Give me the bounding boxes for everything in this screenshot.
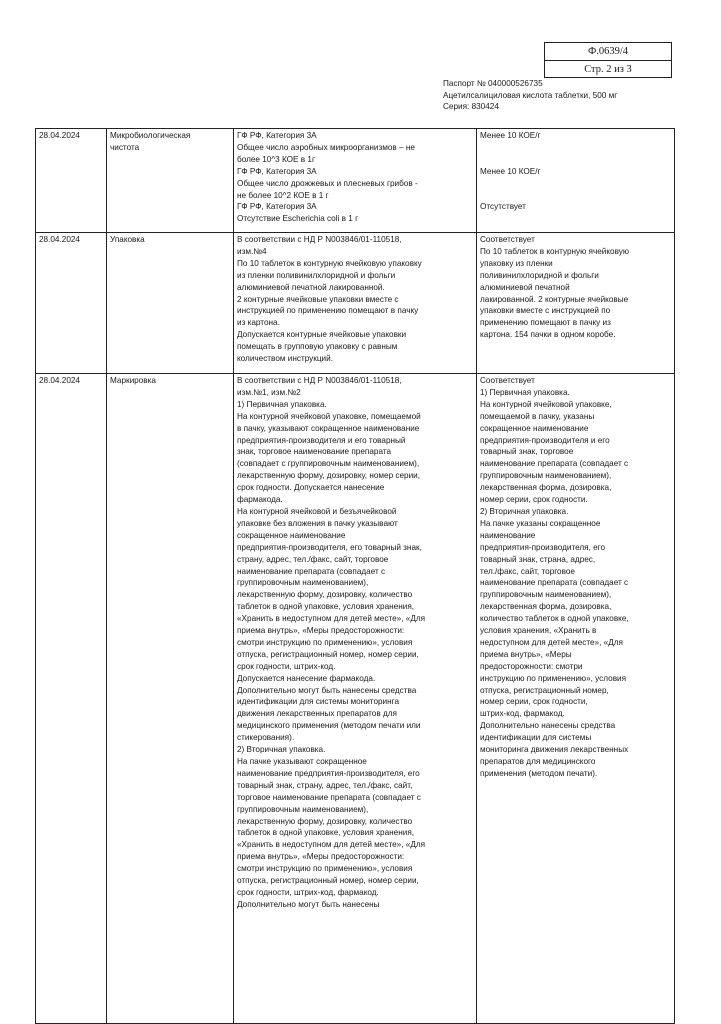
text-line: ГФ РФ, Категория 3А — [237, 166, 317, 176]
text-line: более 10^3 КОЕ в 1г — [237, 154, 315, 164]
text-line: срок годности, штрих-код. — [237, 661, 336, 671]
text-line: срок годности, штрих-код, фармакод. — [237, 887, 379, 897]
text-line: наименование препарата (совпадает с — [237, 566, 386, 576]
form-number-box — [544, 42, 672, 78]
text-line: наименование предприятия-производителя, его — [237, 768, 420, 778]
text-line: Допускается контурные ячейковые упаковки — [237, 330, 407, 340]
text-line: знак, торговое наименование препарата — [237, 447, 392, 457]
text-line: фармакода. — [237, 495, 283, 505]
text-line: лакированной. 2 контурные ячейковые — [480, 294, 629, 304]
text-line: лекарственную форму, дозировку, количество — [237, 590, 413, 600]
text-line: лекарственную форму, дозировку, количество — [237, 816, 413, 826]
text-line: номер серии, срок годности, — [480, 697, 588, 707]
text-line: предприятия-производителя и его — [480, 435, 610, 445]
text-line: изм.№4 — [237, 246, 267, 256]
text-line: 1) Первичная упаковка. — [237, 399, 327, 409]
text-line: группировочным наименованием), — [480, 471, 612, 481]
text-line: движения лекарственных препаратов для — [237, 709, 397, 719]
text-line: приема внутрь», «Меры предосторожности: — [237, 852, 405, 862]
page-number: Стр. 2 из 3 — [584, 64, 632, 75]
text-line: Общее число аэробных микроорганизмов – не — [237, 142, 415, 152]
text-line: Допускается нанесение фармакода. — [237, 673, 376, 683]
text-line: лекарственную форму, дозировку, номер серии, — [237, 471, 421, 481]
text-line: алюминиевой печатной — [480, 282, 570, 292]
text-line: не более 10^2 КОЕ в 1 г — [237, 190, 329, 200]
text-line: из пленки поливинилхлоридной и фольги — [237, 270, 396, 280]
text-line: отпуска, регистрационный номер, номер серии, — [237, 876, 419, 886]
date-cell: 28.04.2024 — [36, 374, 107, 1024]
text-line: ГФ РФ, Категория 3А — [237, 202, 317, 212]
text-line: идентификации для системы мониторинга — [237, 697, 400, 707]
text-line: отпуска, регистрационный номер, — [480, 685, 609, 695]
requirement-cell — [234, 233, 477, 374]
text-line: номер серии, срок годности. — [480, 495, 588, 505]
text-line: товарный знак, страну, адрес, тел./факс, сайт, — [237, 780, 413, 790]
table-row — [36, 129, 675, 233]
text-line: 1) Первичная упаковка. — [480, 387, 570, 397]
text-line: Дополнительно нанесены средства — [480, 721, 616, 731]
text-line: в пачку, указывают сокращенное наименование — [237, 423, 420, 433]
text-line: товарный знак, торговое — [480, 447, 574, 457]
text-line: Отсутствует — [480, 202, 526, 212]
text-line: штрих-код, фармакод. — [480, 709, 565, 719]
text-line: предприятия-производителя, его товарный знак, — [237, 542, 422, 552]
text-line: упаковке без вложения в пачку указывают — [237, 518, 398, 528]
text-line: приема внутрь», «Меры — [480, 649, 572, 659]
text-line: По 10 таблеток в контурную ячейковую упаковку — [237, 258, 422, 268]
text-line: группировочным наименованием), — [480, 590, 612, 600]
text-line: препаратов для медицинского — [480, 757, 596, 766]
text-line: упаковки вместе с инструкцией по — [480, 306, 611, 316]
product-name: Ацетилсалициловая кислота таблетки, 500 мг — [443, 90, 618, 100]
text-line: На контурной ячейковой упаковке, — [480, 399, 612, 409]
text-line: смотри инструкцию по применению», условия — [237, 637, 413, 647]
text-line: лекарственная форма, дозировка, — [480, 602, 612, 612]
series-number: Серия: 830424 — [443, 102, 499, 111]
table-row — [36, 233, 675, 374]
form-code: Ф.0639/4 — [545, 43, 671, 61]
result-cell — [477, 374, 675, 1024]
text-line: В соответствии с НД Р N003846/01-110518, — [237, 235, 402, 244]
text-line: сокращенное наименование — [237, 530, 346, 540]
document-header — [443, 78, 617, 113]
result-cell — [477, 233, 675, 374]
text-line: количество таблеток в одной упаковке, — [480, 614, 629, 624]
text-line: таблеток в одной упаковке, условия хранения, — [237, 828, 415, 838]
text-line: смотри инструкцию по применению», условия — [237, 864, 413, 874]
text-line: условия хранения, «Хранить в — [480, 626, 597, 636]
text-line: Соответствует — [480, 376, 535, 385]
text-line: идентификации для системы — [480, 733, 592, 743]
date-cell: 28.04.2024 — [36, 129, 107, 233]
text-line: 2) Вторичная упаковка. — [237, 745, 326, 755]
text-line: помещать в групповую упаковку с равным — [237, 342, 398, 352]
text-line: страну, адрес, тел./факс, сайт, торговое — [237, 554, 389, 564]
indicator-cell — [107, 233, 234, 374]
text-line: поливинилхлоридной и фольги — [480, 270, 599, 280]
indicator-cell — [107, 374, 234, 1024]
text-line: Менее 10 КОЕ/г — [480, 131, 541, 140]
text-line: применения (методом печати). — [480, 768, 598, 778]
text-line: алюминиевой печатной лакированной. — [237, 282, 385, 292]
text-line: стикерования). — [237, 733, 295, 743]
text-line: предосторожности: смотри — [480, 661, 583, 671]
text-line: сокращенное наименование — [480, 423, 589, 433]
text-line: Дополнительно могут быть нанесены — [237, 899, 380, 909]
text-line: На контурной ячейковой и безъячейковой — [237, 506, 397, 516]
text-line — [480, 189, 671, 201]
text-line: помещаемой в пачку, указаны — [480, 411, 595, 421]
text-line: торговое наименование препарата (совпадает с — [237, 792, 421, 802]
text-line: Общее число дрожжевых и плесневых грибов - — [237, 178, 418, 188]
text-line: На пачке указывают сокращенное — [237, 757, 367, 766]
text-line: лекарственная форма, дозировка, — [480, 483, 612, 493]
passport-number: Паспорт № 040000526735 — [443, 79, 543, 88]
text-line: группировочным наименованием), — [237, 578, 369, 588]
text-line: предприятия-производителя и его товарный — [237, 435, 406, 445]
text-line: На пачке указаны сокращенное — [480, 518, 601, 528]
text-line: изм.№1, изм.№2 — [237, 387, 301, 397]
text-line — [480, 142, 671, 154]
text-line: применению помещают в пачку из — [480, 318, 611, 328]
text-line: срок годности. Допускается нанесение — [237, 483, 385, 493]
text-line: «Хранить в недоступном для детей месте», «Для — [237, 840, 426, 850]
text-line: «Хранить в недоступном для детей месте», «Для — [237, 614, 426, 624]
text-line: наименование — [480, 530, 536, 540]
text-line: отпуска, регистрационный номер, номер серии, — [237, 649, 419, 659]
result-cell — [477, 129, 675, 233]
text-line: приема внутрь», «Меры предосторожности: — [237, 626, 405, 636]
text-line: Менее 10 КОЕ/г — [480, 166, 541, 176]
text-line: В соответствии с НД Р N003846/01-110518, — [237, 376, 402, 385]
text-line — [480, 154, 671, 166]
text-line: количеством инструкций. — [237, 354, 333, 364]
text-line: По 10 таблеток в контурную ячейковую — [480, 246, 630, 256]
text-line: инструкцию по применению», условия — [480, 673, 627, 683]
text-line — [480, 178, 671, 190]
requirement-cell — [234, 374, 477, 1024]
text-line: ГФ РФ, Категория 3А — [237, 131, 317, 140]
text-line: инструкцией по применению помещают в пачку — [237, 306, 419, 316]
text-line: (совпадает с группировочным наименованием), — [237, 459, 420, 469]
text-line: таблеток в одной упаковке, условия хранения, — [237, 602, 415, 612]
text-line: картона. 154 пачки в одном коробе. — [480, 330, 616, 340]
text-line: Упаковка — [110, 235, 145, 244]
text-line: медицинского применения (методом печати или — [237, 721, 421, 731]
text-line: тел./факс, сайт, торговое — [480, 566, 575, 576]
text-line: группировочным наименованием), — [237, 804, 369, 814]
text-line: упаковку из пленки — [480, 258, 553, 268]
text-line: товарный знак, страна, адрес, — [480, 554, 596, 564]
indicator-cell — [107, 129, 234, 233]
table-row — [36, 374, 675, 1024]
text-line: Отсутствие Escherichia coli в 1 г — [237, 214, 359, 224]
text-line: Маркировка — [110, 376, 156, 385]
text-line: чистота — [110, 142, 140, 152]
text-line: Дополнительно могут быть нанесены средства — [237, 685, 417, 695]
test-results-table — [35, 128, 675, 1024]
text-line: наименование препарата (совпадает с — [480, 459, 629, 469]
date-cell: 28.04.2024 — [36, 233, 107, 374]
text-line: наименование препарата (совпадает с — [480, 578, 629, 588]
text-line: из картона. — [237, 318, 280, 328]
text-line: 2 контурные ячейковые упаковки вместе с — [237, 294, 399, 304]
text-line: мониторинга движения лекарственных — [480, 745, 629, 755]
text-line: На контурной ячейковой упаковке, помещаемой — [237, 411, 421, 421]
text-line: недоступном для детей месте», «Для — [480, 637, 623, 647]
text-line: Микробиологическая — [110, 131, 191, 140]
text-line: 2) Вторичная упаковка. — [480, 506, 569, 516]
text-line: Соответствует — [480, 235, 535, 244]
text-line: предприятия-производителя, его — [480, 542, 606, 552]
requirement-cell — [234, 129, 477, 233]
